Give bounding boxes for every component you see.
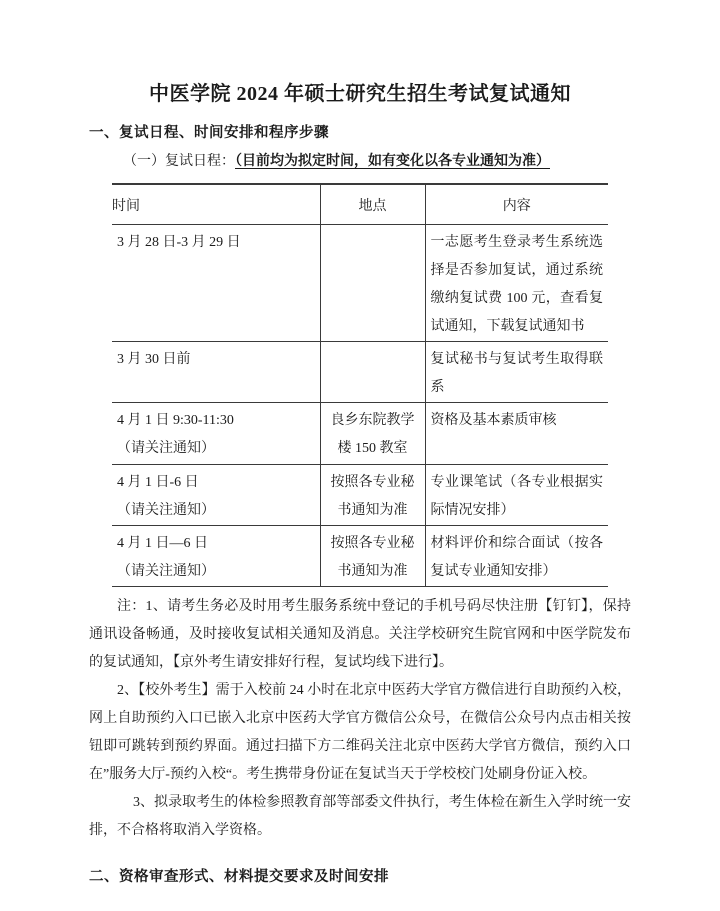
column-header-content: 内容 <box>425 184 608 225</box>
table-row <box>112 465 608 526</box>
cell-location: 按照各专业秘书通知为准 <box>320 526 425 587</box>
cell-time <box>112 403 320 465</box>
cell-content: 复试秘书与复试考生取得联系 <box>425 342 608 403</box>
cell-time <box>112 342 320 403</box>
note-paragraph-1: 注：1、请考生务必及时用考生服务系统中登记的手机号码尽快注册【钉钉】，保持通讯设备畅通，及时接收复试相关通知及消息。关注学校研究生院官网和中医学院发布的复试通知，【京外考生请安排好行程，复试均线下进行】。 <box>89 599 631 670</box>
table-row <box>112 342 608 403</box>
cell-location: 按照各专业秘书通知为准 <box>320 465 425 526</box>
cell-content: 一志愿考生登录考生系统选择是否参加复试，通过系统缴纳复试费 100 元，查看复试通知，下载复试通知书 <box>425 225 608 342</box>
cell-time <box>112 465 320 526</box>
table-row <box>112 403 608 465</box>
subheading-prefix: （一）复试日程： <box>123 154 235 169</box>
time-note: （请关注通知） <box>117 564 215 579</box>
cell-content: 资格及基本素质审核 <box>425 403 608 465</box>
column-header-location: 地点 <box>320 184 425 225</box>
table-row <box>112 225 608 342</box>
document-title: 中医学院 2024 年硕士研究生招生考试复试通知 <box>149 83 571 105</box>
time-note: （请关注通知） <box>117 503 215 518</box>
table-row <box>112 526 608 587</box>
time-value: 4 月 1 日—6 日 <box>117 536 208 551</box>
note-paragraph-2: 2、【校外考生】需于入校前 24 小时在北京中医药大学官方微信进行自助预约入校，网上自助预约入口已嵌入北京中医药大学官方微信公众号，在微信公众号内点击相关按钮即可跳转到预约界面。通过扫描下方二维码关注北京中医药大学官方微信，预约入口在”服务大厅-预约入校“。考生携带身份证在复试当天于学校校门处刷身份证入校。 <box>89 683 631 782</box>
section1-heading: 一、复试日程、时间安排和程序步骤 <box>89 125 329 141</box>
table-header-row <box>112 184 608 225</box>
cell-time <box>112 526 320 587</box>
time-value: 3 月 28 日-3 月 29 日 <box>117 235 241 250</box>
note-paragraph-3: 3、拟录取考生的体检参照教育部等部委文件执行，考生体检在新生入学时统一安排，不合格将取消入学资格。 <box>89 795 631 838</box>
time-value: 3 月 30 日前 <box>117 352 191 367</box>
section2-heading: 二、资格审查形式、材料提交要求及时间安排 <box>89 869 389 885</box>
cell-location <box>320 225 425 342</box>
subheading-note: （目前均为拟定时间，如有变化以各专业通知为准） <box>235 154 550 169</box>
time-value: 4 月 1 日 9:30-11:30 <box>117 413 234 428</box>
time-note: （请关注通知） <box>117 441 215 456</box>
cell-time <box>112 225 320 342</box>
cell-content: 材料评价和综合面试（按各复试专业通知安排） <box>425 526 608 587</box>
notes-section <box>89 593 631 887</box>
cell-location: 良乡东院教学楼 150 教室 <box>320 403 425 465</box>
cell-content: 专业课笔试（各专业根据实际情况安排） <box>425 465 608 526</box>
column-header-time: 时间 <box>112 198 140 214</box>
time-value: 4 月 1 日-6 日 <box>117 475 199 490</box>
cell-location <box>320 342 425 403</box>
schedule-table <box>112 183 608 587</box>
section1-subheading <box>123 152 631 172</box>
